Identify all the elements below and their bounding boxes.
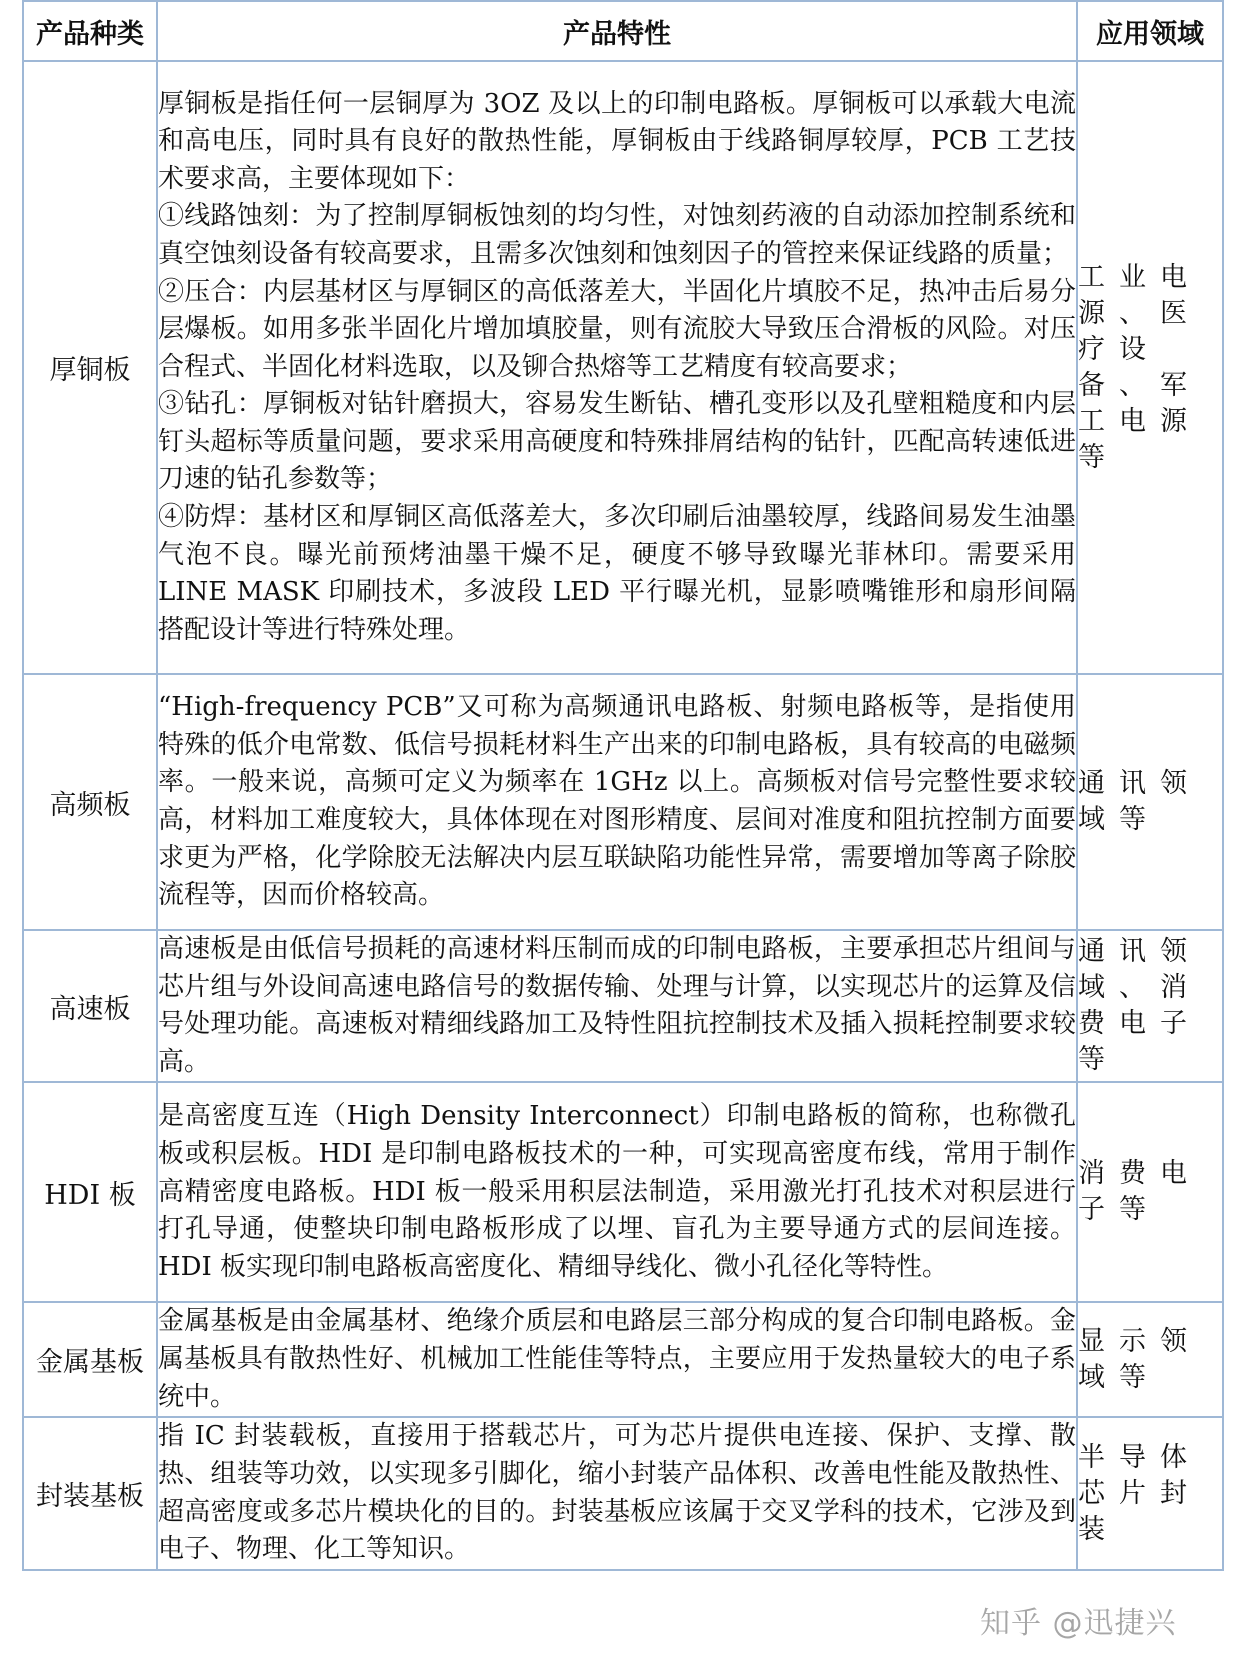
application-cell: 显示领域等 (1077, 1302, 1223, 1417)
table-row (23, 674, 1223, 930)
feature-paragraph: ①线路蚀刻：为了控制厚铜板蚀刻的均匀性，对蚀刻药液的自动添加控制系统和真空蚀刻设备有较高要求，且需多次蚀刻和蚀刻因子的管控来保证线路的质量； (158, 201, 1076, 269)
product-type-cell: 金属基板 (23, 1302, 157, 1417)
feature-paragraph: 高速板是由低信号损耗的高速材料压制而成的印制电路板，主要承担芯片组间与芯片组与外设间高速电路信号的数据传输、处理与计算，以实现芯片的运算及信号处理功能。高速板对精细线路加工及特性阻抗控制技术及插入损耗控制要求较高。 (158, 934, 1076, 1077)
feature-paragraph: 是高密度互连（High Density Interconnect）印制电路板的简称，也称微孔板或积层板。HDI 是印制电路板技术的一种，可实现高密度布线，常用于制作高精密度电路板。HDI 板一般采用积层法制造，采用激光打孔技术对积层进行打孔导通，使整块印制电路板形成了以埋、盲孔为主要导通方式的层间连接。HDI 板实现印制电路板高密度化、精细导线化、微小孔径化等特性。 (158, 1101, 1076, 1282)
header-product-type: 产品种类 (23, 1, 157, 61)
table-row (23, 1417, 1223, 1570)
feature-paragraph: “High-frequency PCB”又可称为高频通讯电路板、射频电路板等，是指使用特殊的低介电常数、低信号损耗材料生产出来的印制电路板，具有较高的电磁频率。一般来说，高频可定义为频率在 1GHz 以上。高频板对信号完整性要求较高，材料加工难度较大，具体体现在对图形精度、层间对准度和阻抗控制方面要求更为严格，化学除胶无法解决内层互联缺陷功能性异常，需要增加等离子除胶流程等，因而价格较高。 (158, 692, 1076, 911)
application-cell: 半导体芯片封装 (1077, 1417, 1223, 1570)
product-type-cell: 高速板 (23, 930, 157, 1082)
product-type-cell: 厚铜板 (23, 61, 157, 674)
product-features-cell (157, 930, 1077, 1082)
product-features-cell (157, 1417, 1077, 1570)
feature-paragraph: ②压合：内层基材区与厚铜区的高低落差大，半固化片填胶不足，热冲击后易分层爆板。如用多张半固化片增加填胶量，则有流胶大导致压合滑板的风险。对压合程式、半固化材料选取，以及铆合热熔等工艺精度有较高要求； (158, 276, 1076, 382)
product-type-cell: 封装基板 (23, 1417, 157, 1570)
table-row (23, 1082, 1223, 1302)
feature-paragraph: ③钻孔：厚铜板对钻针磨损大，容易发生断钻、槽孔变形以及孔壁粗糙度和内层钉头超标等质量问题，要求采用高硬度和特殊排屑结构的钻针，匹配高转速低进刀速的钻孔参数等； (158, 389, 1076, 495)
feature-paragraph: 厚铜板是指任何一层铜厚为 3OZ 及以上的印制电路板。厚铜板可以承载大电流和高电压，同时具有良好的散热性能，厚铜板由于线路铜厚较厚，PCB 工艺技术要求高，主要体现如下： (158, 88, 1077, 194)
product-type-cell: 高频板 (23, 674, 157, 930)
application-cell: 消费电子等 (1077, 1082, 1223, 1302)
application-cell: 通讯领域等 (1077, 674, 1223, 930)
product-features-cell (157, 674, 1077, 930)
table-row (23, 930, 1223, 1082)
table-header-row (23, 1, 1223, 61)
header-product-features: 产品特性 (157, 1, 1077, 61)
product-type-cell: HDI 板 (23, 1082, 157, 1302)
zhihu-watermark: 知乎 @迅捷兴 (980, 1606, 1177, 1641)
header-application: 应用领域 (1077, 1, 1223, 61)
application-cell: 通讯领域、消费电子等 (1077, 930, 1223, 1082)
table-row (23, 1302, 1223, 1417)
product-features-cell (157, 1302, 1077, 1417)
feature-paragraph: 金属基板是由金属基材、绝缘介质层和电路层三部分构成的复合印制电路板。金属基板具有散热性好、机械加工性能佳等特点，主要应用于发热量较大的电子系统中。 (158, 1306, 1076, 1412)
feature-paragraph: ④防焊：基材区和厚铜区高低落差大，多次印刷后油墨较厚，线路间易发生油墨气泡不良。曝光前预烤油墨干燥不足，硬度不够导致曝光菲林印。需要采用 LINE MASK 印刷技术，多波段 LED 平行曝光机，显影喷嘴锥形和扇形间隔搭配设计等进行特殊处理。 (158, 502, 1076, 645)
table-row (23, 61, 1223, 674)
pcb-types-table (22, 0, 1224, 1571)
feature-paragraph: 指 IC 封装载板，直接用于搭载芯片，可为芯片提供电连接、保护、支撑、散热、组装等功效，以实现多引脚化，缩小封装产品体积、改善电性能及散热性、超高密度或多芯片模块化的目的。封装基板应该属于交叉学科的技术，它涉及到电子、物理、化工等知识。 (158, 1421, 1076, 1565)
product-features-cell (157, 1082, 1077, 1302)
product-features-cell (157, 61, 1077, 674)
application-cell: 工业电源、医疗设备、军工电源等 (1077, 61, 1223, 674)
